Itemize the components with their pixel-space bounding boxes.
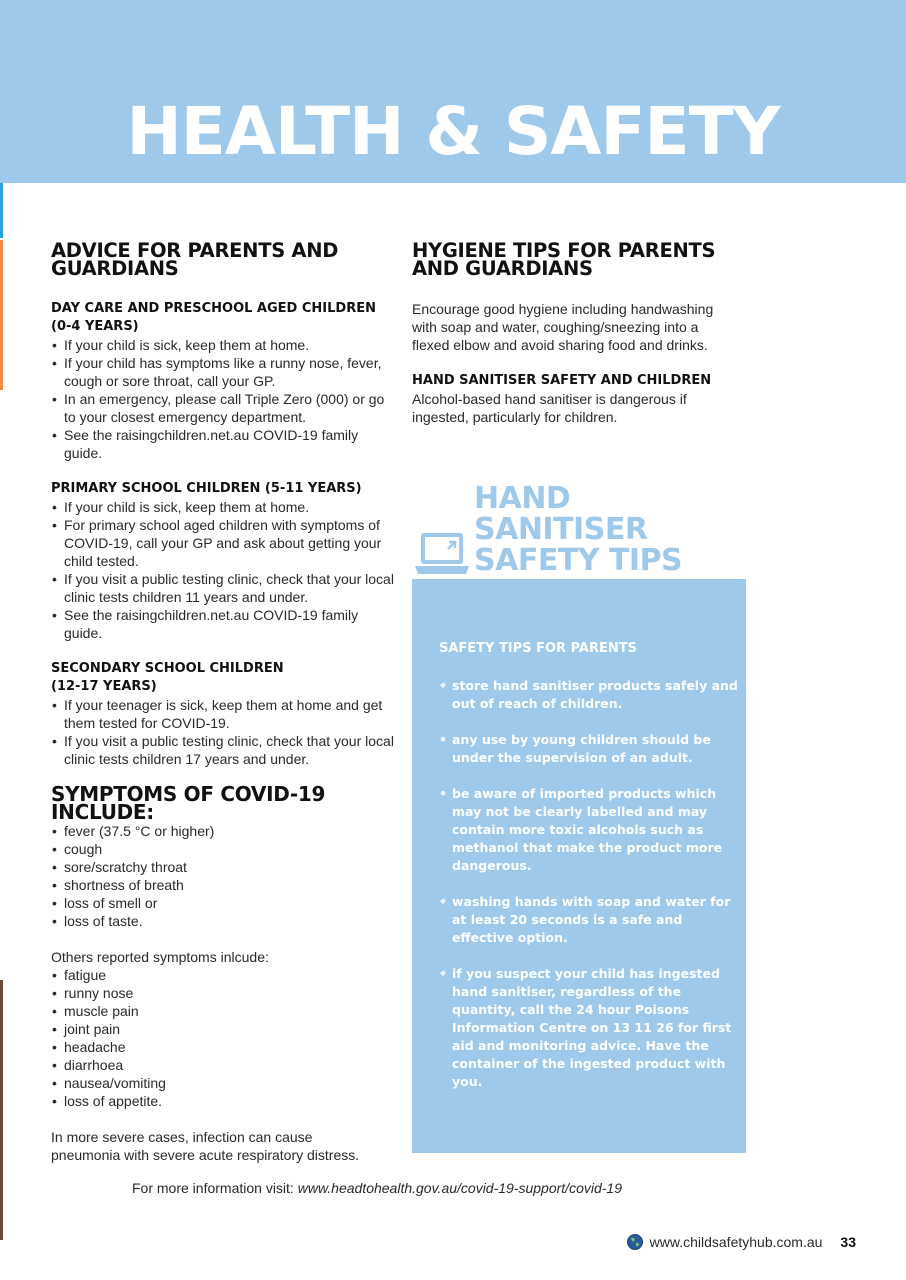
list-item: • runny nose bbox=[51, 984, 396, 1002]
header-banner bbox=[0, 0, 906, 183]
callout-title-line: HAND bbox=[474, 481, 571, 516]
list-item: • joint pain bbox=[51, 1020, 396, 1038]
tips-list bbox=[439, 677, 739, 1109]
laptop-icon bbox=[414, 530, 470, 578]
list-item: • shortness of breath bbox=[51, 876, 396, 894]
list-item: • For primary school aged children with symptoms of COVID-19, call your GP and ask about getting your child tested. bbox=[51, 516, 396, 570]
list-item: • muscle pain bbox=[51, 1002, 396, 1020]
list-item: • diarrhoea bbox=[51, 1056, 396, 1074]
list-item: • fatigue bbox=[51, 966, 396, 984]
list-item: • In an emergency, please call Triple Zero (000) or go to your closest emergency department. bbox=[51, 390, 396, 426]
list-item: • loss of appetite. bbox=[51, 1092, 396, 1110]
list-item: • If your child is sick, keep them at home. bbox=[51, 498, 396, 516]
secondary-list bbox=[51, 696, 396, 768]
list-item: • See the raisingchildren.net.au COVID-19 family guide. bbox=[51, 606, 396, 642]
severe-cases-text: In more severe cases, infection can cause pneumonia with severe acute respiratory distress. bbox=[51, 1129, 360, 1163]
other-symptoms-label: Others reported symptoms inlcude: bbox=[51, 949, 269, 965]
hygiene-heading: HYGIENE TIPS FOR PARENTS AND GUARDIANS bbox=[412, 239, 716, 280]
list-item: • any use by young children should be under the supervision of an adult. bbox=[439, 731, 739, 767]
more-info bbox=[132, 1179, 622, 1197]
list-item: • headache bbox=[51, 1038, 396, 1056]
page-number: 33 bbox=[840, 1234, 856, 1250]
sanitiser-text: Alcohol-based hand sanitiser is dangerous if ingested, particularly for children. bbox=[412, 391, 687, 425]
list-item: • If you visit a public testing clinic, check that your local clinic tests children 17 years and under. bbox=[51, 732, 396, 768]
list-item: • If your child is sick, keep them at home. bbox=[51, 336, 396, 354]
list-item: • If your child has symptoms like a runny nose, fever, cough or sore throat, call your GP. bbox=[51, 354, 396, 390]
right-column bbox=[412, 239, 752, 426]
footer-website[interactable]: www.childsafetyhub.com.au bbox=[649, 1234, 823, 1250]
list-item: • If your teenager is sick, keep them at home and get them tested for COVID-19. bbox=[51, 696, 396, 732]
symptoms-heading: SYMPTOMS OF COVID-19 INCLUDE: bbox=[51, 782, 326, 824]
sanitiser-title: HAND SANITISER SAFETY AND CHILDREN bbox=[412, 373, 712, 388]
list-item: • nausea/vomiting bbox=[51, 1074, 396, 1092]
secondary-title: SECONDARY SCHOOL CHILDREN (12-17 YEARS) bbox=[51, 661, 284, 694]
callout-title-line: SANITISER bbox=[474, 512, 648, 547]
left-column bbox=[51, 239, 396, 1164]
callout-title-line: SAFETY TIPS bbox=[474, 543, 683, 578]
list-item: • fever (37.5 °C or higher) bbox=[51, 822, 396, 840]
advice-heading: ADVICE FOR PARENTS AND GUARDIANS bbox=[51, 239, 339, 280]
symptoms-list bbox=[51, 822, 396, 930]
primary-title: PRIMARY SCHOOL CHILDREN (5-11 YEARS) bbox=[51, 481, 362, 496]
safety-tips-box bbox=[412, 579, 746, 1153]
list-item: • store hand sanitiser products safely and out of reach of children. bbox=[439, 677, 739, 713]
page-title: HEALTH & SAFETY bbox=[126, 93, 780, 170]
edge-strip-blue bbox=[0, 183, 3, 238]
list-item: • loss of taste. bbox=[51, 912, 396, 930]
edge-strip-brown bbox=[0, 980, 3, 1240]
daycare-title: DAY CARE AND PRESCHOOL AGED CHILDREN (0-4 YEARS) bbox=[51, 301, 376, 334]
list-item: • sore/scratchy throat bbox=[51, 858, 396, 876]
tips-subheading: SAFETY TIPS FOR PARENTS bbox=[439, 641, 637, 656]
list-item: • If you visit a public testing clinic, check that your local clinic tests children 11 years and under. bbox=[51, 570, 396, 606]
more-info-label: For more information visit: bbox=[132, 1180, 294, 1196]
primary-list bbox=[51, 498, 396, 642]
list-item: • washing hands with soap and water for at least 20 seconds is a safe and effective option. bbox=[439, 893, 739, 947]
hygiene-text: Encourage good hygiene including handwashing with soap and water, coughing/sneezing into a flexed elbow and avoid sharing food and drinks. bbox=[412, 301, 714, 353]
globe-icon bbox=[627, 1234, 643, 1250]
more-info-link[interactable]: www.headtohealth.gov.au/covid-19-support/covid-19 bbox=[297, 1180, 622, 1196]
footer bbox=[627, 1232, 856, 1252]
list-item: • be aware of imported products which may not be clearly labelled and may contain more toxic alcohols such as methanol that make the product more dangerous. bbox=[439, 785, 739, 875]
daycare-list bbox=[51, 336, 396, 462]
edge-strip-orange bbox=[0, 240, 3, 390]
list-item: • if you suspect your child has ingested hand sanitiser, regardless of the quantity, call the 24 hour Poisons Information Centre on 13 11 26 for first aid and monitoring advice. Have the container of the ingested product with you. bbox=[439, 965, 739, 1091]
callout-title bbox=[474, 483, 682, 576]
list-item: • See the raisingchildren.net.au COVID-19 family guide. bbox=[51, 426, 396, 462]
list-item: • cough bbox=[51, 840, 396, 858]
other-symptoms-list bbox=[51, 966, 396, 1110]
list-item: • loss of smell or bbox=[51, 894, 396, 912]
